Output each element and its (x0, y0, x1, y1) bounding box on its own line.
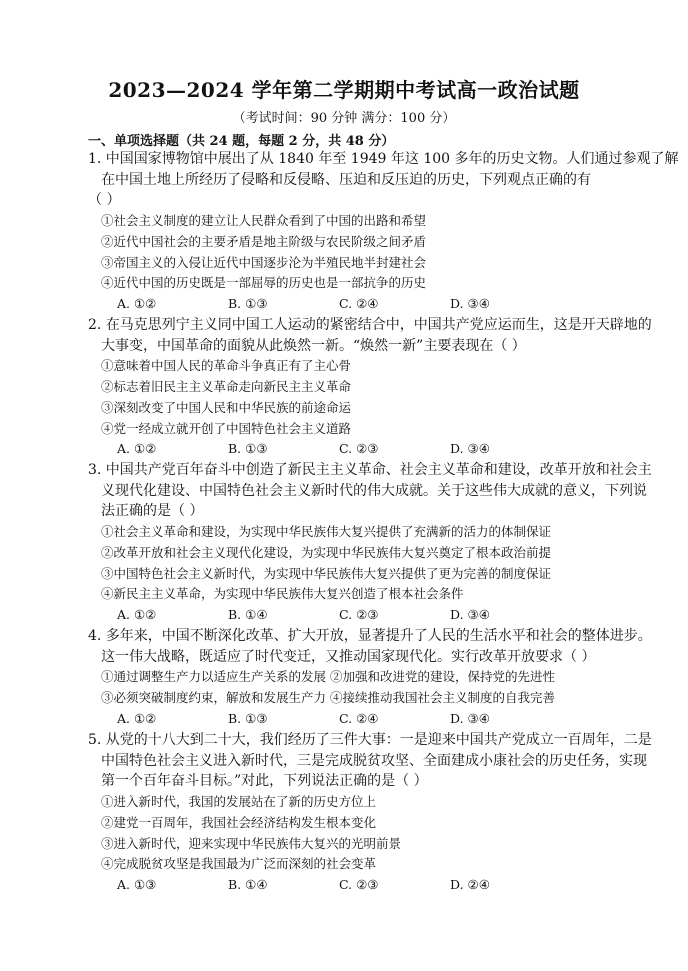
choice-a: A. ①③ (117, 876, 157, 892)
question-3 (88, 460, 688, 626)
question-stem-line: 大事变，中国革命的面貌从此焕然一新。“焕然一新”主要表现在（ ） (101, 337, 526, 354)
question-4 (88, 626, 688, 730)
question-stem-line: 在中国土地上所经历了侵略和反侵略、压迫和反压迫的历史，下列观点正确的有 (101, 171, 591, 188)
choice-d: D. ②④ (450, 876, 490, 892)
option-statement: ②标志着旧民主主义革命走向新民主主义革命 (101, 379, 352, 395)
section-heading: 一、单项选择题（共 24 题，每题 2 分，共 48 分） (88, 134, 395, 149)
choice-c: C. ②④ (339, 710, 379, 726)
answer-choices (88, 605, 688, 626)
option-statement: ③中国特色社会主义新时代，为实现中华民族伟大复兴提供了更为完善的制度保证 (101, 565, 552, 581)
option-statement: ④近代中国的历史既是一部屈辱的历史也是一部抗争的历史 (101, 275, 427, 291)
choice-b: B. ①④ (228, 876, 268, 892)
question-stem-line: 5. 从党的十八大到二十大，我们经历了三件大事：一是迎来中国共产党成立一百周年，二是 (88, 732, 652, 748)
choice-b: B. ①③ (228, 441, 268, 457)
option-statement: ①社会主义革命和建设，为实现中华民族伟大复兴提供了充满新的活力的体制保证 (101, 524, 552, 540)
choice-a: A. ①② (117, 710, 157, 726)
option-statement: ②改革开放和社会主义现代化建设，为实现中华民族伟大复兴奠定了根本政治前提 (101, 544, 552, 560)
question-5 (88, 730, 688, 896)
choice-d: D. ③④ (450, 295, 490, 311)
question-stem-line: 这一伟大战略，既适应了时代变迁，又推动国家现代化。实行改革开放要求（ ） (101, 648, 596, 665)
choice-c: C. ②③ (339, 606, 379, 622)
choice-c: C. ②③ (339, 441, 379, 457)
choice-a: A. ①② (117, 441, 157, 457)
option-statement: ①通过调整生产力以适应生产关系的发展 ②加强和改进党的建设，保持党的先进性 (101, 669, 555, 685)
option-statement: ②近代中国社会的主要矛盾是地主阶级与农民阶级之间矛盾 (101, 233, 427, 249)
choice-b: B. ①④ (228, 606, 268, 622)
exam-subtitle: （考试时间：90 分钟 满分：100 分） (232, 111, 456, 126)
choice-c: C. ②④ (339, 295, 379, 311)
choice-d: D. ③④ (450, 606, 490, 622)
option-statement: ①社会主义制度的建立让人民群众看到了中国的出路和希望 (101, 213, 427, 229)
option-statement: ①进入新时代，我国的发展站在了新的历史方位上 (101, 794, 377, 810)
option-statement: ①意味着中国人民的革命斗争真正有了主心骨 (101, 358, 352, 374)
answer-choices (88, 294, 688, 315)
question-stem-line: 2. 在马克思列宁主义同中国工人运动的紧密结合中，中国共产党应运而生，这是开天辟地的 (88, 317, 652, 333)
choice-b: B. ①③ (228, 710, 268, 726)
question-stem-line: 1. 中国国家博物馆中展出了从 1840 年至 1949 年这 100 多年的历史文物。人们通过参观了解 (88, 151, 679, 167)
option-statement: ④党一经成立就开创了中国特色社会主义道路 (101, 420, 352, 436)
question-stem-line: 中国特色社会主义进入新时代，三是完成脱贫攻坚、全面建成小康社会的历史任务，实现 (101, 752, 647, 769)
option-statement: ④完成脱贫攻坚是我国最为广泛而深刻的社会变革 (101, 856, 377, 872)
option-statement: ④新民主主义革命，为实现中华民族伟大复兴创造了根本社会条件 (101, 586, 464, 602)
option-statement: ②建党一百周年，我国社会经济结构发生根本变化 (101, 814, 377, 830)
choice-a: A. ①② (117, 295, 157, 311)
question-stem-line: 4. 多年来，中国不断深化改革、扩大开放，显著提升了人民的生活水平和社会的整体进步。 (88, 628, 652, 644)
answer-choices (88, 709, 688, 730)
answer-choices (88, 875, 688, 896)
question-stem-line: 第一个百年奋斗目标。”对此，下列说法正确的是（ ） (101, 773, 428, 790)
question-stem-line: （ ） (88, 192, 121, 209)
choice-d: D. ③④ (450, 710, 490, 726)
option-statement: ③帝国主义的入侵让近代中国逐步沦为半殖民地半封建社会 (101, 254, 427, 270)
question-stem-line: 3. 中国共产党百年奋斗中创造了新民主主义革命、社会主义革命和建设，改革开放和社会主 (88, 462, 652, 478)
choice-d: D. ③④ (450, 441, 490, 457)
choice-b: B. ①③ (228, 295, 268, 311)
answer-choices (88, 439, 688, 460)
question-2 (88, 315, 688, 460)
option-statement: ③必须突破制度约束，解放和发展生产力 ④接续推动我国社会主义制度的自我完善 (101, 690, 555, 706)
option-statement: ③深刻改变了中国人民和中华民族的前途命运 (101, 399, 352, 415)
option-statement: ③进入新时代，迎来实现中华民族伟大复兴的光明前景 (101, 835, 402, 851)
question-stem-line: 义现代化建设、中国特色社会主义新时代的伟大成就。关于这些伟大成就的意义，下列说 (101, 482, 647, 499)
choice-a: A. ①② (117, 606, 157, 622)
choice-c: C. ②③ (339, 876, 379, 892)
exam-title: 2023—2024 学年第二学期期中考试高一政治试题 (108, 78, 580, 102)
question-1 (88, 149, 688, 315)
question-stem-line: 法正确的是（ ） (101, 503, 204, 520)
